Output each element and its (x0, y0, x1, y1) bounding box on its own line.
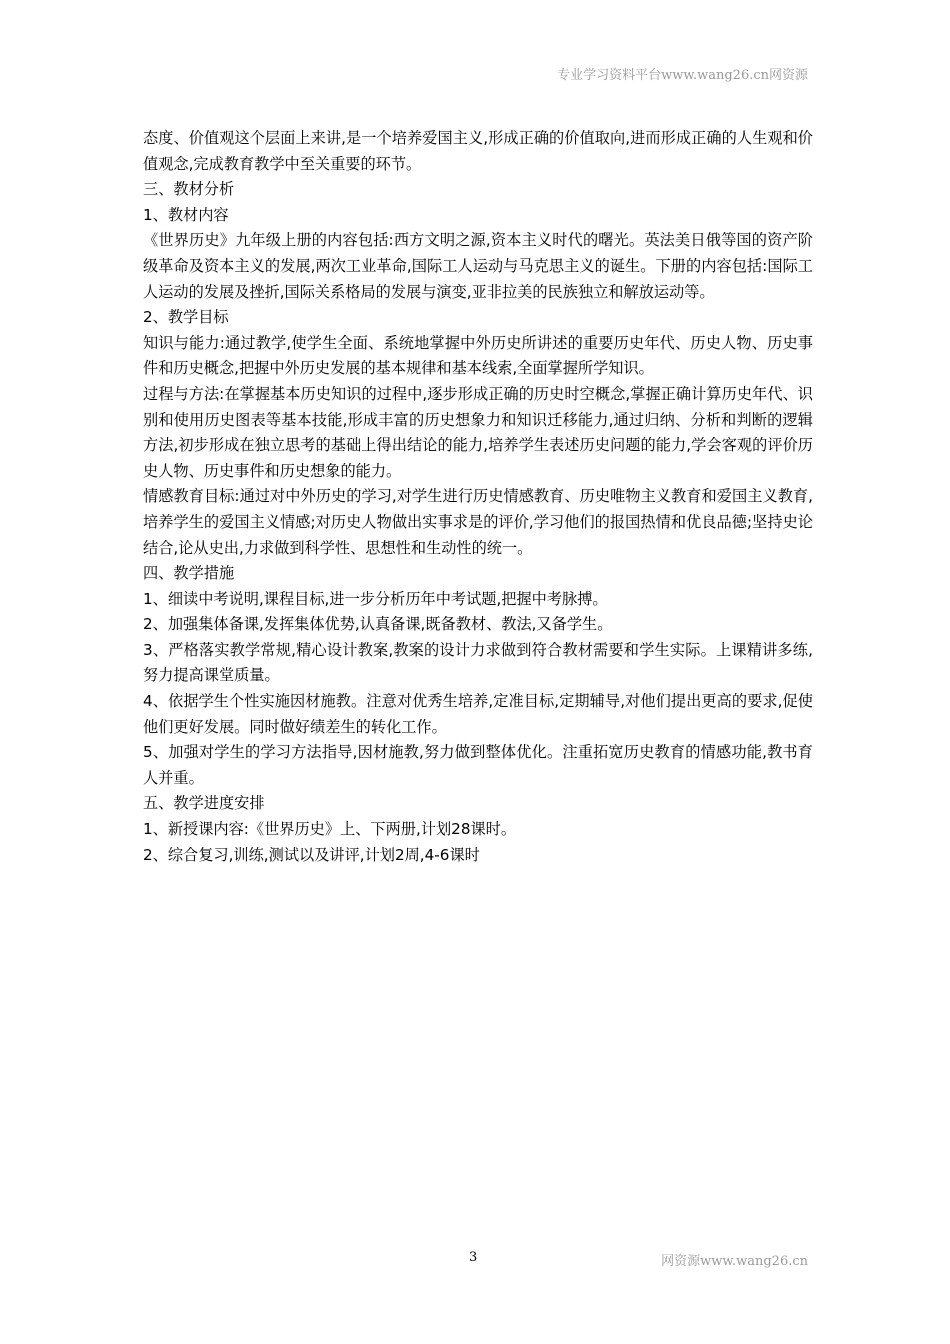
heading-schedule: 五、教学进度安排 (143, 794, 265, 813)
list-item-schedule-1: 1、新授课内容:《世界历史》上、下两册,计划28课时。 (143, 820, 517, 839)
paragraph-knowledge-ability: 知识与能力:通过教学,使学生全面、系统地掌握中外历史所讲述的重要历史年代、历史人物、历史事件和历史概念,把握中外历史发展的基本规律和基本线索,全面掌握所学知识。 (143, 333, 813, 378)
heading-teaching-measures: 四、教学措施 (143, 564, 235, 583)
list-item-measure-5: 5、加强对学生的学习方法指导,因材施教,努力做到整体优化。注重拓宽历史教育的情感功能,教书育人并重。 (143, 743, 813, 787)
subheading-textbook-content: 1、教材内容 (143, 205, 229, 224)
header-site-note: 专业学习资料平台www.wang26.cn网资源 (557, 68, 808, 83)
list-item-schedule-2: 2、综合复习,训练,测试以及讲评,计划2周,4-6课时 (143, 845, 480, 864)
paragraph-textbook-content: 《世界历史》九年级上册的内容包括:西方文明之源,资本主义时代的曙光。英法美日俄等国的资产阶级革命及资本主义的发展,两次工业革命,国际工人运动与马克思主义的诞生。下册的内容包括:国际工人运动的发展及挫折,国际关系格局的发展与演变,亚非拉美的民族独立和解放运动等。 (143, 231, 813, 301)
footer-site-note: 网资源www.wang26.cn (661, 1254, 808, 1269)
list-item-measure-1: 1、细读中考说明,课程目标,进一步分析历年中考试题,把握中考脉搏。 (143, 589, 608, 608)
page-number: 3 (469, 1250, 478, 1265)
list-item-measure-4: 4、依据学生个性实施因材施教。注意对优秀生培养,定准目标,定期辅导,对他们提出更高的要求,促使他们更好发展。同时做好绩差生的转化工作。 (143, 692, 813, 736)
paragraph-values-continuation: 态度、价值观这个层面上来讲,是一个培养爱国主义,形成正确的价值取向,进而形成正确的人生观和价值观念,完成教育教学中至关重要的环节。 (143, 129, 813, 173)
list-item-measure-2: 2、加强集体备课,发挥集体优势,认真备课,既备教材、教法,又备学生。 (143, 615, 613, 634)
paragraph-process-method: 过程与方法:在掌握基本历史知识的过程中,逐步形成正确的历史时空概念,掌握正确计算历史年代、识别和使用历史图表等基本技能,形成丰富的历史想象力和知识迁移能力,通过归纳、分析和判断的逻辑方法,初步形成在独立思考的基础上得出结论的能力,培养学生表述历史问题的能力,学会客观的评价历史人物、历史事件和历史想象的能力。 (143, 384, 813, 480)
list-item-measure-3: 3、严格落实教学常规,精心设计教案,教案的设计力求做到符合教材需要和学生实际。上课精讲多练,努力提高课堂质量。 (143, 640, 813, 685)
heading-textbook-analysis: 三、教材分析 (143, 180, 235, 199)
document-body (143, 126, 813, 868)
subheading-teaching-goals: 2、教学目标 (143, 308, 229, 327)
paragraph-emotional-goals: 情感教育目标:通过对中外历史的学习,对学生进行历史情感教育、历史唯物主义教育和爱国主义教育,培养学生的爱国主义情感;对历史人物做出实事求是的评价,学习他们的报国热情和优良品德;坚持史论结合,论从史出,力求做到科学性、思想性和生动性的统一。 (143, 487, 813, 557)
